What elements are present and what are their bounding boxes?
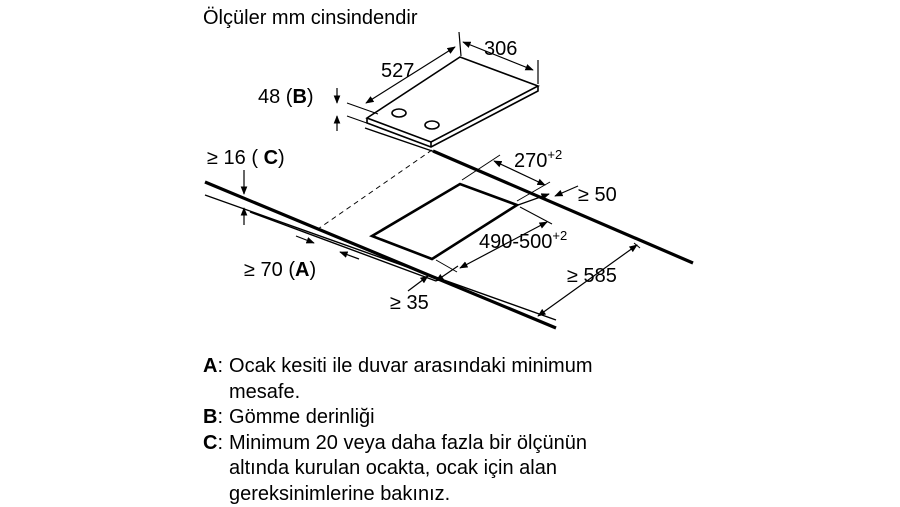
dimension-depth-b <box>258 86 378 131</box>
burner-left <box>392 109 406 117</box>
legend-text: Minimum 20 veya daha fazla bir ölçünün altında kurulan ocakta, ocak için alan gereksinimlerine bakınız. <box>229 431 587 507</box>
dimension-worktop-585 <box>538 243 640 316</box>
svg-text:≥ 50: ≥ 50 <box>578 184 617 206</box>
svg-text:306: 306 <box>484 38 517 60</box>
svg-text:≥ 16 ( C): ≥ 16 ( C) <box>207 147 285 169</box>
legend-text: Gömme derinliği <box>229 405 375 431</box>
svg-text:≥ 585: ≥ 585 <box>567 265 617 287</box>
dimension-wall-a <box>244 236 359 281</box>
svg-text:527: 527 <box>381 60 414 82</box>
legend-item-a: A : Ocak kesiti ile duvar arasındaki minimum mesafe. <box>203 354 592 405</box>
svg-text:≥ 35: ≥ 35 <box>390 292 429 314</box>
worktop <box>205 151 693 328</box>
svg-text:270+2: $270^{+2}$ <box>514 147 562 172</box>
legend-key: A <box>203 354 217 405</box>
diagram-title: Ölçüler mm cinsindendir <box>203 7 418 29</box>
legend-item-c: C : Minimum 20 veya daha fazla bir ölçünün altında kurulan ocakta, ocak için alan gereksinimlerine bakınız. <box>203 431 592 507</box>
legend-text: Ocak kesiti ile duvar arasındaki minimum mesafe. <box>229 354 592 405</box>
svg-text:490-500+2: $490-500^{+2}$ <box>479 228 567 253</box>
legend <box>203 354 592 507</box>
svg-text:≥ 70 (A): ≥ 70 (A) <box>244 259 316 281</box>
legend-key: B <box>203 405 217 431</box>
legend-item-b: B : Gömme derinliği <box>203 405 592 431</box>
legend-key: C <box>203 431 217 507</box>
burner-right <box>425 121 439 129</box>
svg-text:48 (B): 48 (B) <box>258 86 314 108</box>
